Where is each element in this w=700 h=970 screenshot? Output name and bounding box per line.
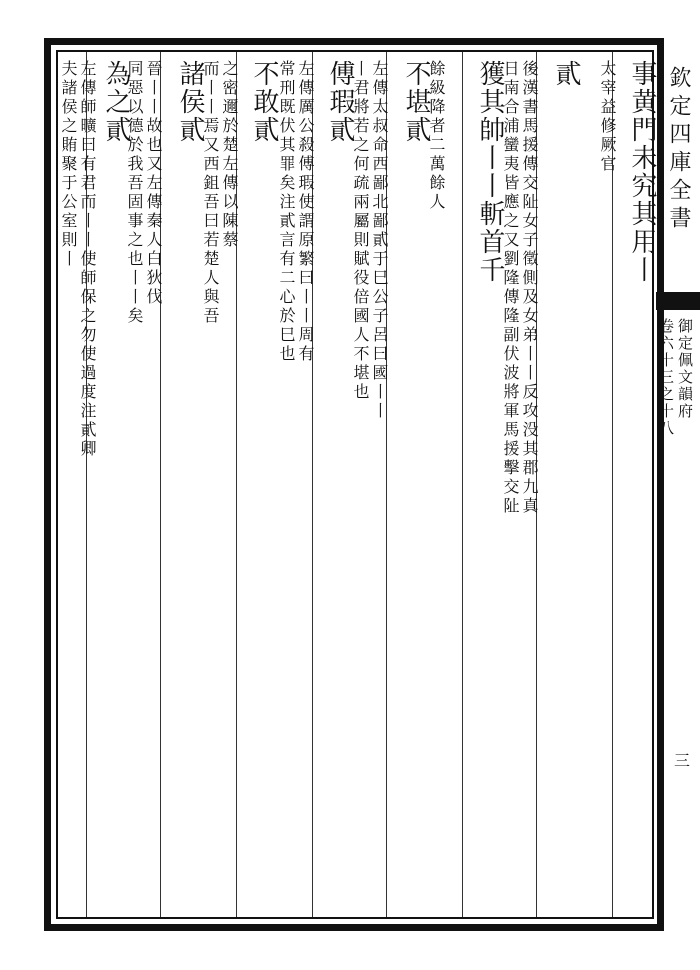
annotation-column <box>580 60 616 915</box>
page-margin <box>656 0 700 970</box>
annotation-line: 而丨丨焉又西鉏吾曰若楚人與吾 <box>201 60 220 326</box>
page-number: 三 <box>674 751 691 770</box>
fish-tail-mark <box>656 292 700 310</box>
annotation-line: 同惡以德於我吾固事之也丨丨矣 <box>125 60 144 326</box>
annotation-line: 日南合浦蠻夷皆應之又劉隆傳隆副伏波將軍馬援擊交阯 <box>501 60 520 516</box>
book-title: 欽定四庫全書 <box>666 66 691 234</box>
annotation-line: 後漢書馬援傳交阯女子徵側及女弟丨丨反攻没其郡九真 <box>520 60 539 516</box>
text-column: 獲其帥丨丨斬首千 <box>475 60 505 284</box>
annotation-line: 晉丨丨故也又左傳秦人白狄伐 <box>144 60 163 307</box>
annotation-line <box>447 60 464 915</box>
annotation-line: 夫諸侯之賄聚于公室則丨 <box>59 60 78 269</box>
annotation-line: 常刑既伏其罪矣注貳言有二心於巳也 <box>277 60 296 364</box>
volume-label <box>658 318 696 918</box>
annotation-column <box>60 60 96 915</box>
annotation-line: 左傳師曠曰有君而丨丨使師保之勿使過度注貳卿 <box>78 60 97 459</box>
annotation-column <box>278 60 314 915</box>
annotation-line: 太宰益修厥官 <box>598 60 617 174</box>
text-column: 諸侯貳 <box>175 60 205 144</box>
annotation-line: 丨君將若之何疏兩屬則賦役倍國人不堪也 <box>351 60 370 402</box>
text-column: 不堪貳 <box>401 60 431 144</box>
annotation-line: 左傳太叔命西鄙北鄙貳于巳公子呂曰國丨丨 <box>370 60 389 421</box>
annotation-line: 左傳厲公殺傅瑕使謂原繁曰丨丨周有 <box>296 60 315 364</box>
text-column: 事黄門未究其用丨 <box>627 60 657 284</box>
text-column: 傅瑕貳 <box>325 60 355 144</box>
text-column: 為之貳 <box>101 60 131 144</box>
work-title: 御定佩文韻府 <box>676 318 694 420</box>
annotation-line: 之密邇於楚左傳以陳蔡 <box>220 60 239 250</box>
annotation-line: 餘級降者二萬餘人 <box>427 60 446 212</box>
text-column: 不敢貳 <box>249 60 279 144</box>
text-column: 貳 <box>551 60 581 88</box>
volume-number: 卷六十三之十八 <box>657 318 675 437</box>
